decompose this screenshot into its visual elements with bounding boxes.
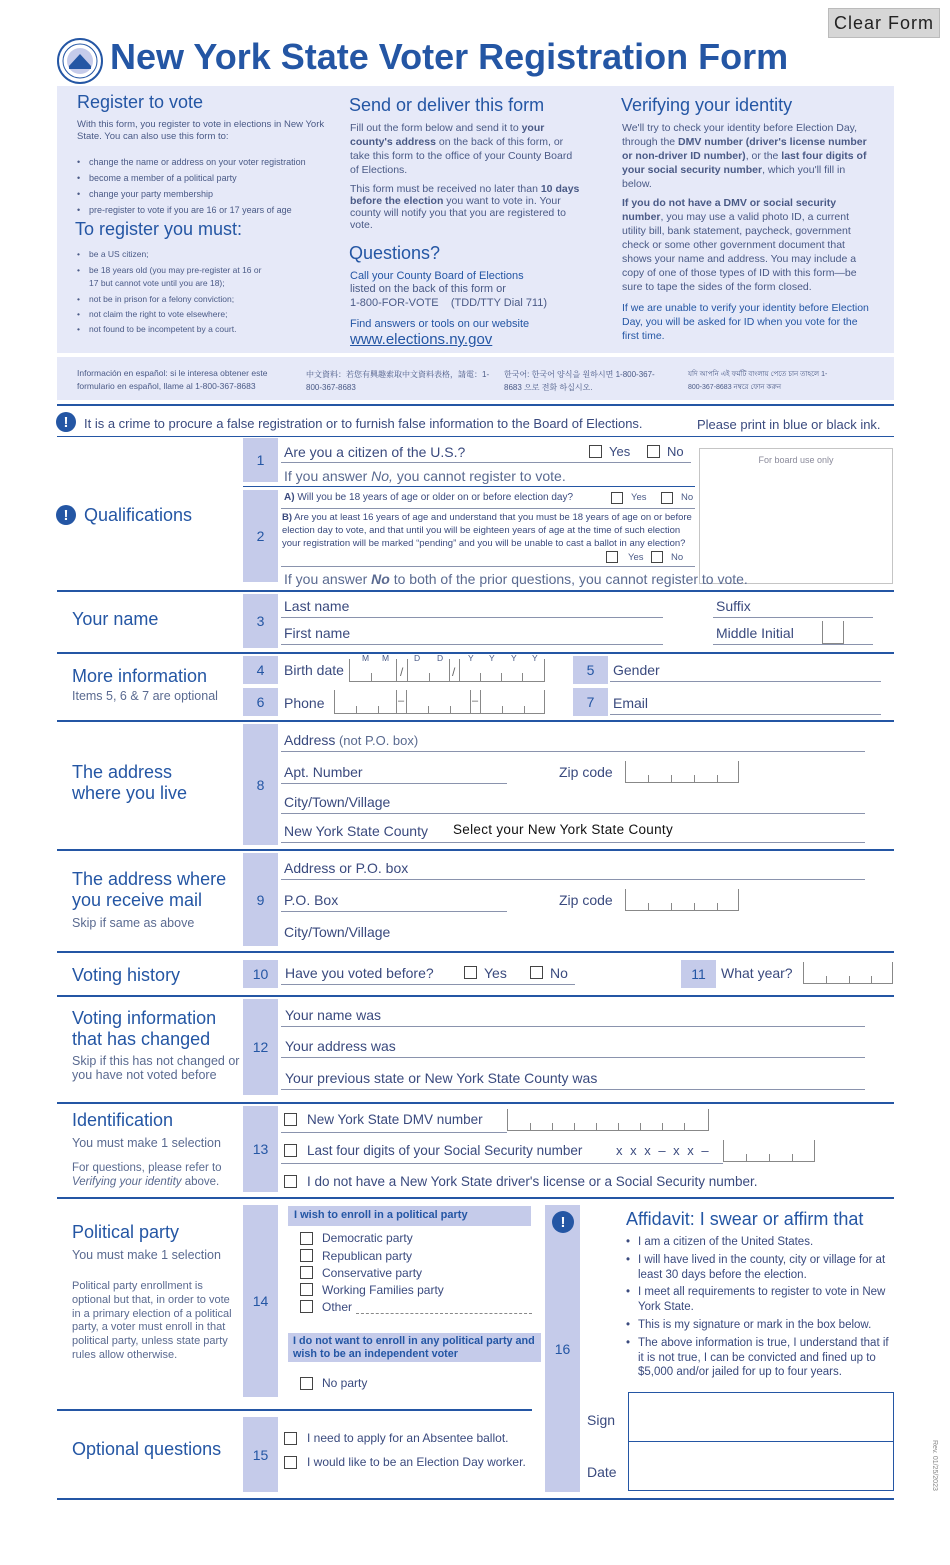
divider: [281, 462, 691, 463]
dmv-checkbox[interactable]: [284, 1113, 297, 1126]
mail-zip-input[interactable]: [625, 889, 739, 911]
item-number-6: 6: [243, 688, 278, 716]
item-number-5: 5: [573, 656, 608, 684]
ssn-input[interactable]: [723, 1140, 815, 1162]
age-question-a: A) Will you be 18 years of age or older on or before election day?: [284, 492, 574, 503]
ink-notice: Please print in blue or black ink.: [697, 417, 881, 432]
voted-no-checkbox[interactable]: [530, 966, 543, 979]
mail-city-label: City/Town/Village: [284, 924, 391, 940]
item-number-14: 14: [243, 1205, 278, 1397]
board-use-label: For board use only: [758, 455, 834, 465]
first-name-label: First name: [284, 625, 351, 641]
no-id-checkbox[interactable]: [284, 1175, 297, 1188]
divider: [281, 1132, 507, 1133]
section-political-party: Political party: [72, 1222, 180, 1242]
no-party-label: No party: [322, 1376, 368, 1390]
divider: [281, 566, 695, 567]
citizen-question: Are you a citizen of the U.S.?: [284, 444, 466, 460]
dmv-label: New York State DMV number: [307, 1112, 483, 1127]
gender-input[interactable]: [610, 681, 881, 682]
item-number-15: 15: [243, 1417, 278, 1492]
zip-code-input[interactable]: [625, 761, 739, 783]
party-option-label: Conservative party: [322, 1266, 423, 1280]
questions-line1: Call your County Board of Elections: [350, 270, 524, 282]
other-party-input[interactable]: [356, 1313, 532, 1314]
mail-address-note: Skip if same as above: [72, 916, 195, 930]
page-title: New York State Voter Registration Form: [110, 36, 789, 77]
age-question-b: B) Are you at least 16 years of age and understand that you must be 18 years of age on or before election day to vote, and that until you will be eighteen years of age at the time of such election your registration will be marked “pending” and you will be unable to cast a ballot in any election?: [282, 512, 692, 549]
warning-icon: !: [56, 505, 76, 525]
affidavit-heading: Affidavit: I swear or affirm that: [626, 1209, 864, 1229]
middle-initial-label: Middle Initial: [716, 625, 794, 641]
item-number-7: 7: [573, 688, 608, 716]
party-enrollment-note: Political party enrollment is optional but that, in order to vote in a primary election of a political party, a voter must enroll in that political party, unless state party rules allow otherwise.: [72, 1280, 232, 1361]
previous-name-label: Your name was: [285, 1007, 381, 1023]
list-item: • I am a citizen of the United States.: [626, 1235, 892, 1250]
previous-address-label: Your address was: [285, 1038, 396, 1054]
list-item: • be a US citizen;: [77, 247, 262, 262]
election-worker-checkbox[interactable]: [284, 1456, 297, 1469]
divider: [57, 849, 894, 851]
ssn-mask: x x x – x x –: [616, 1143, 711, 1158]
election-worker-label: I would like to be an Election Day worker.: [307, 1455, 526, 1469]
register-body: With this form, you register to vote in elections in New York State. You can also use this form to:: [77, 119, 325, 142]
lang-bengali: যদি আপনি এই ফর্মটি বাংলায় পেতে চান তাহলে 1-800-367-8683 নম্বরে ফোন করুন: [688, 371, 828, 391]
suffix-label: Suffix: [716, 598, 751, 614]
working-families-checkbox[interactable]: [300, 1283, 313, 1296]
conservative-checkbox[interactable]: [300, 1266, 313, 1279]
state-seal-icon: [57, 38, 103, 84]
elections-website-link[interactable]: www.elections.ny.gov: [350, 331, 493, 348]
divider: [57, 720, 894, 722]
list-item: • not be in prison for a felony conviction;: [77, 292, 262, 307]
phone-input[interactable]: – –: [334, 690, 545, 714]
list-item: • This is my signature or mark in the box below.: [626, 1318, 892, 1333]
send-heading: Send or deliver this form: [349, 95, 545, 115]
verify-p3: If we are unable to verify your identity before Election Day, you will be asked for ID when you vote for the first time.: [622, 302, 869, 342]
section-address: The address where you live: [72, 762, 188, 803]
more-information-note: Items 5, 6 & 7 are optional: [72, 689, 218, 703]
address-label: Address (not P.O. box): [284, 732, 419, 748]
birth-date-label: Birth date: [284, 662, 344, 678]
sign-date-input[interactable]: [628, 1441, 894, 1491]
list-item: • change the name or address on your voter registration: [77, 154, 335, 170]
party-option-label: Republican party: [322, 1249, 413, 1263]
no-party-checkbox[interactable]: [300, 1377, 313, 1390]
no-label: No: [681, 492, 694, 503]
section-optional-questions: Optional questions: [72, 1439, 222, 1459]
apt-number-label: Apt. Number: [284, 764, 363, 780]
voted-before-question: Have you voted before?: [285, 965, 434, 981]
no-label: No: [671, 552, 684, 563]
lang-chinese: 中文資料：若您有興趣索取中文資料表格，請電：1-800-367-8683: [306, 370, 490, 392]
suffix-input[interactable]: [713, 617, 873, 618]
absentee-label: I need to apply for an Absentee ballot.: [307, 1431, 509, 1445]
divider: [281, 842, 865, 843]
age-note: If you answer No to both of the prior questions, you cannot register to vote.: [284, 571, 748, 587]
divider: [57, 995, 894, 997]
list-item: • not claim the right to vote elsewhere;: [77, 307, 262, 322]
identification-refer: For questions, please refer to Verifying your identity above.: [72, 1162, 222, 1188]
email-label: Email: [613, 695, 649, 711]
last-name-label: Last name: [284, 598, 350, 614]
lang-korean: 한국어: 한국어 양식을 원하시면 1-800-367-8683 으로 전화 하십시오.: [504, 370, 655, 392]
warning-icon: !: [552, 1211, 574, 1233]
send-p1: Fill out the form below and send it to your county's address on the back of this form, or take this form to the office of your County Board of Elections.: [350, 122, 573, 176]
yes-label: Yes: [631, 492, 647, 503]
age-a-yes-checkbox[interactable]: [611, 492, 623, 504]
year-input[interactable]: [803, 962, 893, 984]
list-item: • become a member of a political party: [77, 170, 335, 186]
divider: [57, 1409, 532, 1411]
crime-notice: It is a crime to procure a false registration or to furnish false information to the Board of Elections.: [84, 416, 643, 431]
list-item: • The above information is true, I understand that if it is not true, I can be convicted and fined up to $5,000 and/or jailed for up to four years.: [626, 1336, 892, 1380]
yes-label: Yes: [484, 965, 507, 981]
party-option-label: Other: [322, 1300, 353, 1314]
gender-label: Gender: [613, 662, 660, 678]
section-qualifications: Qualifications: [84, 505, 193, 525]
what-year-label: What year?: [721, 965, 793, 981]
item-number-16-label: 16: [554, 1340, 571, 1357]
divider: [57, 404, 894, 406]
divider: [57, 436, 894, 437]
divider: [713, 644, 873, 645]
party-note: You must make 1 selection: [72, 1248, 221, 1262]
apt-number-input[interactable]: [281, 783, 507, 784]
section-identification: Identification: [72, 1110, 174, 1130]
divider: [57, 1498, 894, 1500]
item-number-1: 1: [243, 438, 278, 482]
ssn-checkbox[interactable]: [284, 1144, 297, 1157]
clear-form-button[interactable]: Clear Form: [828, 8, 940, 38]
divider: [57, 1102, 894, 1104]
item-number-10: 10: [243, 960, 278, 988]
section-your-name: Your name: [72, 609, 159, 629]
date-label: Date: [587, 1464, 617, 1480]
section-voting-history: Voting history: [72, 965, 181, 985]
lang-spanish: Información en español: si le interesa obtener este formulario en español, llame al 1-800-367-8683: [77, 368, 268, 391]
previous-address-input[interactable]: [281, 1057, 865, 1058]
age-a-no-checkbox[interactable]: [661, 492, 673, 504]
previous-county-label: Your previous state or New York State County was: [285, 1070, 598, 1086]
questions-line3: 1-800-FOR-VOTE (TDD/TTY Dial 711): [350, 297, 548, 309]
age-b-yes-checkbox[interactable]: [606, 551, 618, 563]
item-number-4: 4: [243, 656, 278, 684]
dmv-number-input[interactable]: [507, 1109, 709, 1131]
citizen-note: If you answer No, you cannot register to vote.: [284, 468, 566, 484]
warning-icon: !: [56, 412, 76, 432]
list-item: • pre-register to vote if you are 16 or 17 years of age: [77, 202, 335, 218]
sign-label: Sign: [587, 1412, 616, 1428]
revision-note: Rev. 01/25/2023: [931, 1440, 938, 1491]
section-changed-info: Voting information that has changed: [72, 1008, 217, 1049]
yes-label: Yes: [628, 552, 644, 563]
item-number-8: 8: [243, 724, 278, 845]
ssn-label: Last four digits of your Social Security number: [307, 1143, 583, 1158]
no-enroll-header: I do not want to enroll in any political party and wish to be an independent voter: [288, 1333, 541, 1362]
section-mail-address: The address where you receive mail: [72, 869, 227, 910]
yes-label: Yes: [609, 444, 631, 459]
citizen-yes-checkbox[interactable]: [589, 445, 602, 458]
city-label: City/Town/Village: [284, 794, 391, 810]
voted-yes-checkbox[interactable]: [464, 966, 477, 979]
item-number-16: [545, 1205, 580, 1492]
item-number-11: 11: [681, 960, 716, 988]
verify-heading: Verifying your identity: [621, 95, 793, 115]
democratic-checkbox[interactable]: [300, 1232, 313, 1245]
po-box-label: P.O. Box: [284, 892, 339, 908]
must-heading: To register you must:: [75, 219, 243, 239]
verify-p1: We'll try to check your identity before Election Day, through the DMV number (driver's license number or non-driver ID number), or the last four digits of your social security number, which you'll fill in below.: [622, 122, 867, 190]
city-input[interactable]: [281, 813, 865, 814]
questions-line4: Find answers or tools on our website: [350, 318, 530, 330]
register-list: [77, 154, 335, 218]
no-label: No: [550, 965, 568, 981]
county-label: New York State County: [284, 823, 428, 839]
citizen-no-checkbox[interactable]: [647, 445, 660, 458]
absentee-checkbox[interactable]: [284, 1432, 297, 1445]
divider: [57, 1197, 894, 1199]
list-item: • not found to be incompetent by a court.: [77, 322, 262, 337]
changed-info-note: Skip if this has not changed or you have not voted before: [72, 1054, 240, 1082]
must-list: [77, 247, 262, 337]
divider: [57, 590, 894, 592]
po-box-input[interactable]: [281, 911, 507, 912]
list-item: • I meet all requirements to register to vote in New York State.: [626, 1285, 892, 1315]
previous-name-input[interactable]: [281, 1026, 865, 1027]
board-use-box: [699, 448, 893, 584]
item-number-3: 3: [243, 594, 278, 648]
email-input[interactable]: [610, 714, 881, 715]
birth-date-input[interactable]: M M D D Y Y Y Y / /: [349, 655, 545, 682]
mail-address-label: Address or P.O. box: [284, 860, 409, 876]
section-more-information: More information: [72, 666, 208, 686]
list-item: • I will have lived in the county, city or village for at least 30 days before the election.: [626, 1253, 892, 1283]
questions-heading: Questions?: [349, 243, 441, 263]
divider: [281, 508, 695, 509]
divider: [57, 951, 894, 953]
no-label: No: [667, 444, 684, 459]
questions-line2: listed on the back of this form or: [350, 283, 506, 295]
enroll-party-header: I wish to enroll in a political party: [288, 1206, 531, 1226]
signature-input[interactable]: [628, 1392, 894, 1442]
verify-p2: If you do not have a DMV or social security number, you may use a valid photo ID, a current utility bill, bank statement, paycheck, government check or some other government document that shows your name and address. You may include a copy of one of those types of ID with this form—be sure to tape the sides of the form closed.: [622, 197, 857, 293]
item-number-9: 9: [243, 853, 278, 946]
date-format: M M D D Y Y Y Y: [362, 653, 538, 663]
identification-note: You must make 1 selection: [72, 1136, 221, 1150]
list-item: • change your party membership: [77, 186, 335, 202]
party-option-label: Democratic party: [322, 1231, 413, 1245]
divider: [281, 984, 575, 985]
send-p2: This form must be received no later than 10 days before the election you want to vote in. Your county will notify you that you are registered to vote.: [350, 183, 580, 231]
republican-checkbox[interactable]: [300, 1249, 313, 1262]
item-number-2: 2: [243, 490, 278, 582]
mail-address-input[interactable]: [281, 879, 865, 880]
first-name-input[interactable]: [281, 644, 663, 645]
no-id-label: I do not have a New York State driver's license or a Social Security number.: [307, 1174, 758, 1189]
other-party-checkbox[interactable]: [300, 1300, 313, 1313]
item-number-12: 12: [243, 999, 278, 1095]
item-number-13: 13: [243, 1106, 278, 1192]
divider: [281, 1163, 723, 1164]
address-input[interactable]: [281, 751, 865, 752]
divider: [243, 486, 695, 487]
previous-county-input[interactable]: [281, 1089, 865, 1090]
zip-code-label: Zip code: [559, 764, 613, 780]
age-b-no-checkbox[interactable]: [651, 551, 663, 563]
party-option-label: Working Families party: [322, 1283, 444, 1297]
last-name-input[interactable]: [281, 617, 663, 618]
affidavit-list: [626, 1235, 892, 1380]
middle-initial-input[interactable]: [822, 621, 844, 644]
phone-label: Phone: [284, 695, 325, 711]
register-heading: Register to vote: [77, 92, 204, 112]
list-item: • be 18 years old (you may pre-register at 16 or 17 but cannot vote until you are 18);: [77, 264, 262, 290]
county-select[interactable]: Select your New York State County: [453, 822, 674, 837]
mail-zip-label: Zip code: [559, 892, 613, 908]
